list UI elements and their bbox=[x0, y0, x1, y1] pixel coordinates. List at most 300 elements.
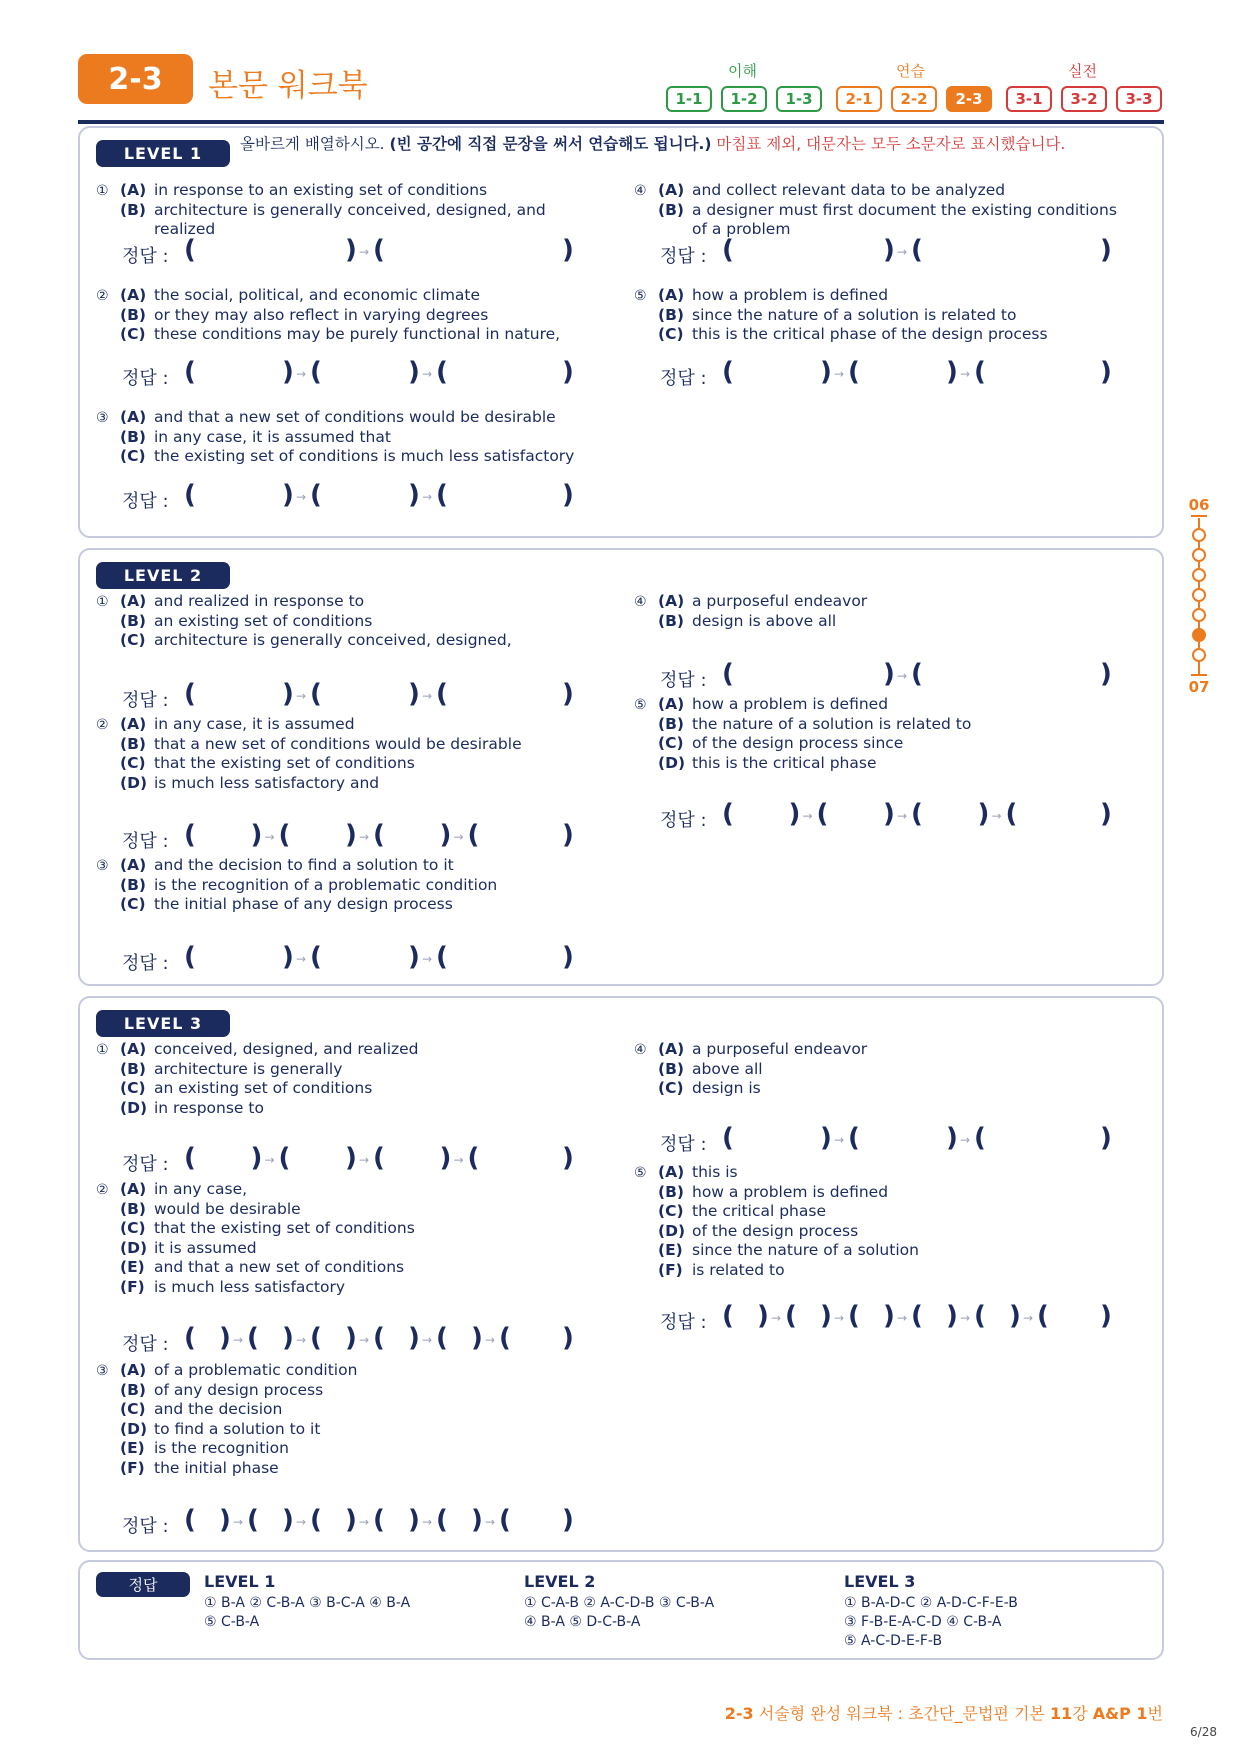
answer-arrow-icon: → bbox=[991, 809, 1002, 823]
level1-answer-5[interactable] bbox=[660, 358, 1150, 388]
tab-3-1[interactable]: 3-1 bbox=[1006, 86, 1052, 112]
option-label: (D) bbox=[120, 1419, 148, 1438]
option-line bbox=[96, 201, 596, 240]
answer-arrow-icon: → bbox=[359, 1333, 370, 1347]
option-label: (D) bbox=[120, 1238, 148, 1257]
option-label: (F) bbox=[120, 1458, 145, 1477]
option-label: (B) bbox=[120, 875, 146, 894]
option-text: is the recognition of a problematic condition bbox=[154, 875, 498, 894]
answer-open-paren: ( bbox=[911, 799, 923, 829]
answer-key-level1-heading: LEVEL 1 bbox=[204, 1572, 276, 1591]
option-label: (A) bbox=[658, 181, 685, 199]
side-nav-dot[interactable] bbox=[1192, 648, 1206, 662]
group-label-understand: 이해 bbox=[728, 62, 757, 80]
answer-key-line: ① B-A-D-C ② A-D-C-F-E-B bbox=[844, 1595, 1018, 1611]
option-label: (B) bbox=[120, 611, 146, 630]
option-line bbox=[96, 1381, 596, 1401]
option-text: since the nature of a solution is related to bbox=[692, 305, 1017, 324]
answer-arrow-icon: → bbox=[359, 830, 370, 844]
option-line bbox=[96, 1219, 596, 1239]
option-text: a purposeful endeavor bbox=[692, 592, 868, 610]
level3-question-3 bbox=[96, 1361, 596, 1478]
answer-label: 정답 : bbox=[122, 1334, 169, 1355]
option-label: (C) bbox=[658, 734, 684, 752]
level3-answer-2[interactable] bbox=[122, 1324, 612, 1354]
answer-open-paren: ( bbox=[436, 679, 448, 709]
option-line bbox=[634, 754, 1134, 774]
tab-2-1[interactable]: 2-1 bbox=[836, 86, 882, 112]
side-nav-dot[interactable] bbox=[1192, 528, 1206, 542]
answer-close-paren: ) bbox=[820, 1301, 832, 1331]
answer-label: 정답 : bbox=[122, 690, 169, 711]
answer-open-paren: ( bbox=[278, 1143, 291, 1173]
option-text: a designer must first document the existing conditions of a problem bbox=[692, 200, 1117, 238]
answer-close-paren: ) bbox=[282, 1505, 294, 1535]
option-text: or they may also reflect in varying degrees bbox=[154, 305, 489, 324]
answer-arrow-icon: → bbox=[422, 490, 433, 504]
answer-open-paren: ( bbox=[247, 1505, 259, 1535]
option-text: in any case, bbox=[154, 1180, 248, 1198]
option-label: (D) bbox=[120, 773, 148, 792]
option-label: (B) bbox=[658, 714, 684, 733]
answer-arrow-icon: → bbox=[359, 245, 370, 259]
level3-answer-4[interactable] bbox=[660, 1124, 1150, 1154]
answer-label: 정답 : bbox=[122, 953, 169, 974]
option-text: the nature of a solution is related to bbox=[692, 714, 972, 733]
answer-key-level3-heading: LEVEL 3 bbox=[844, 1572, 916, 1591]
answer-arrow-icon: → bbox=[897, 669, 908, 683]
tab-1-2[interactable]: 1-2 bbox=[721, 86, 767, 112]
question-number: ② bbox=[96, 1182, 109, 1198]
option-label: (A) bbox=[658, 592, 685, 610]
answer-arrow-icon: → bbox=[771, 1311, 782, 1325]
answer-close-paren: ) bbox=[562, 480, 574, 510]
level3-tag: LEVEL 3 bbox=[96, 1010, 230, 1037]
question-number: ④ bbox=[634, 594, 647, 610]
answer-open-paren: ( bbox=[373, 1143, 385, 1173]
answer-label: 정답 : bbox=[660, 810, 707, 831]
option-text: and realized in response to bbox=[154, 592, 365, 610]
answer-close-paren: ) bbox=[562, 235, 574, 265]
option-text: in response to an existing set of conditions bbox=[154, 181, 488, 199]
option-line bbox=[96, 774, 596, 794]
option-label: (A) bbox=[658, 1040, 685, 1058]
answer-arrow-icon: → bbox=[359, 1153, 370, 1167]
answer-open-paren: ( bbox=[184, 480, 196, 510]
level1-question-3 bbox=[96, 408, 596, 467]
answer-arrow-icon: → bbox=[960, 367, 971, 381]
option-label: (C) bbox=[120, 447, 146, 465]
option-line bbox=[96, 1040, 596, 1060]
answer-arrow-icon: → bbox=[834, 1311, 845, 1325]
answer-arrow-icon: → bbox=[485, 1333, 496, 1347]
option-text: to find a solution to it bbox=[154, 1419, 321, 1438]
side-nav-bar bbox=[1191, 674, 1207, 676]
answer-open-paren: ( bbox=[1005, 799, 1018, 829]
option-text: of the design process since bbox=[692, 734, 904, 752]
level1-answer-3[interactable] bbox=[122, 481, 612, 511]
option-line bbox=[96, 592, 596, 612]
level3-question-1 bbox=[96, 1040, 596, 1118]
level1-tag: LEVEL 1 bbox=[96, 140, 230, 167]
level2-answer-5[interactable] bbox=[660, 800, 1150, 830]
option-label: (D) bbox=[658, 1221, 686, 1240]
page-title: 본문 워크북 bbox=[208, 68, 368, 104]
option-text: the initial phase bbox=[154, 1458, 279, 1477]
answer-key-line: ① B-A ② C-B-A ③ B-C-A ④ B-A bbox=[204, 1595, 411, 1611]
answer-open-paren: ( bbox=[184, 235, 196, 265]
answer-close-paren: ) bbox=[562, 942, 574, 972]
option-label: (A) bbox=[120, 286, 147, 304]
answer-open-paren: ( bbox=[373, 1323, 385, 1353]
option-label: (B) bbox=[120, 734, 146, 753]
question-number: ① bbox=[96, 1042, 109, 1058]
option-text: design is bbox=[692, 1079, 761, 1097]
option-line bbox=[96, 1180, 596, 1200]
answer-close-paren: ) bbox=[757, 1301, 769, 1331]
question-number: ④ bbox=[634, 1042, 647, 1058]
option-text: is the recognition bbox=[154, 1439, 289, 1457]
level1-answer-4[interactable] bbox=[660, 236, 1150, 266]
answer-arrow-icon: → bbox=[422, 1515, 433, 1529]
answer-label: 정답 : bbox=[122, 1154, 169, 1175]
level1-answer-1[interactable] bbox=[122, 236, 612, 266]
option-label: (D) bbox=[120, 1098, 148, 1117]
level3-answer-3[interactable] bbox=[122, 1506, 612, 1536]
option-line bbox=[96, 325, 596, 345]
option-text: of a problematic condition bbox=[154, 1361, 358, 1379]
level3-question-2 bbox=[96, 1180, 596, 1297]
answer-open-paren: ( bbox=[467, 1143, 480, 1173]
answer-open-paren: ( bbox=[499, 1323, 511, 1353]
answer-open-paren: ( bbox=[911, 659, 923, 689]
question-number: ③ bbox=[96, 858, 109, 874]
level2-tag: LEVEL 2 bbox=[96, 562, 230, 589]
option-label: (C) bbox=[658, 325, 684, 343]
answer-open-paren: ( bbox=[785, 1301, 797, 1331]
option-text: is much less satisfactory bbox=[154, 1277, 346, 1296]
option-line bbox=[634, 612, 1134, 632]
side-nav-dot[interactable] bbox=[1192, 548, 1206, 562]
answer-close-paren: ) bbox=[282, 679, 294, 709]
question-number: ② bbox=[96, 288, 109, 304]
answer-open-paren: ( bbox=[436, 1505, 448, 1535]
option-text: how a problem is defined bbox=[692, 286, 889, 304]
answer-close-paren: ) bbox=[250, 820, 263, 850]
option-text: architecture is generally conceived, designed, bbox=[154, 631, 512, 649]
option-text: of the design process bbox=[692, 1221, 859, 1240]
option-line bbox=[634, 592, 1134, 612]
option-text: and that a new set of conditions bbox=[154, 1258, 405, 1276]
answer-close-paren: ) bbox=[946, 1301, 958, 1331]
answer-open-paren: ( bbox=[467, 820, 480, 850]
answer-open-paren: ( bbox=[816, 799, 829, 829]
option-text: in any case, it is assumed that bbox=[154, 427, 391, 446]
group-label-practice: 연습 bbox=[896, 62, 925, 80]
level2-answer-3[interactable] bbox=[122, 943, 612, 973]
answer-open-paren: ( bbox=[184, 679, 196, 709]
level2-panel bbox=[78, 548, 1164, 986]
option-label: (C) bbox=[120, 325, 146, 343]
question-number: ④ bbox=[634, 183, 647, 199]
option-line bbox=[634, 1222, 1134, 1242]
answer-close-paren: ) bbox=[820, 357, 832, 387]
answer-close-paren: ) bbox=[1100, 1301, 1112, 1331]
option-label: (A) bbox=[120, 181, 147, 199]
option-label: (B) bbox=[658, 305, 684, 324]
answer-close-paren: ) bbox=[1100, 799, 1112, 829]
level1-instructions: 올바르게 배열하시오. (빈 공간에 직접 문장을 써서 연습해도 됩니다.) 마침표 제외, 대문자는 모두 소문자로 표시했습니다. bbox=[240, 135, 1066, 153]
answer-close-paren: ) bbox=[946, 357, 958, 387]
level3-panel bbox=[78, 996, 1164, 1552]
answer-key-level2 bbox=[524, 1572, 714, 1632]
option-line bbox=[96, 856, 596, 876]
answer-open-paren: ( bbox=[974, 357, 986, 387]
option-label: (A) bbox=[120, 592, 147, 610]
option-line bbox=[96, 181, 596, 201]
tab-2-3[interactable]: 2-3 bbox=[946, 86, 992, 112]
answer-arrow-icon: → bbox=[296, 689, 307, 703]
answer-arrow-icon: → bbox=[897, 245, 908, 259]
option-text: is much less satisfactory and bbox=[154, 773, 380, 792]
option-line bbox=[96, 1060, 596, 1080]
answer-close-paren: ) bbox=[219, 1505, 231, 1535]
answer-close-paren: ) bbox=[439, 1143, 452, 1173]
option-label: (C) bbox=[658, 1079, 684, 1097]
answer-open-paren: ( bbox=[722, 357, 734, 387]
answer-arrow-icon: → bbox=[485, 1515, 496, 1529]
answer-key-line: ⑤ A-C-D-E-F-B bbox=[844, 1633, 943, 1649]
answer-key-line: ④ B-A ⑤ D-C-B-A bbox=[524, 1614, 641, 1630]
answer-key-level3 bbox=[844, 1572, 1018, 1651]
option-text: this is bbox=[692, 1163, 738, 1181]
option-label: (A) bbox=[658, 286, 685, 304]
option-label: (B) bbox=[120, 427, 146, 446]
answer-close-paren: ) bbox=[977, 799, 990, 829]
answer-close-paren: ) bbox=[1100, 357, 1112, 387]
answer-close-paren: ) bbox=[1009, 1301, 1021, 1331]
answer-arrow-icon: → bbox=[233, 1515, 244, 1529]
answer-close-paren: ) bbox=[345, 1505, 357, 1535]
option-label: (E) bbox=[120, 1439, 145, 1457]
option-text: that a new set of conditions would be desirable bbox=[154, 734, 522, 753]
answer-open-paren: ( bbox=[436, 357, 448, 387]
side-nav-dot-current[interactable] bbox=[1192, 628, 1206, 642]
option-label: (C) bbox=[120, 1400, 146, 1418]
answer-close-paren: ) bbox=[883, 799, 895, 829]
answer-key-panel bbox=[78, 1560, 1164, 1660]
answer-close-paren: ) bbox=[471, 1323, 483, 1353]
answer-open-paren: ( bbox=[310, 1323, 322, 1353]
option-label: (F) bbox=[120, 1277, 145, 1296]
option-text: architecture is generally conceived, designed, and realized bbox=[154, 200, 546, 238]
answer-arrow-icon: → bbox=[834, 367, 845, 381]
answer-close-paren: ) bbox=[562, 820, 574, 850]
option-text: and the decision to find a solution to it bbox=[154, 856, 454, 874]
side-nav-top-number: 06 bbox=[1188, 496, 1210, 514]
answer-label: 정답 : bbox=[122, 491, 169, 512]
side-nav-dot[interactable] bbox=[1192, 608, 1206, 622]
answer-key-line: ⑤ C-B-A bbox=[204, 1614, 260, 1630]
option-label: (A) bbox=[658, 1163, 685, 1181]
option-text: a purposeful endeavor bbox=[692, 1040, 868, 1058]
option-line bbox=[634, 1060, 1134, 1080]
answer-close-paren: ) bbox=[345, 820, 357, 850]
question-number: ① bbox=[96, 594, 109, 610]
level3-question-4 bbox=[634, 1040, 1134, 1099]
option-text: since the nature of a solution bbox=[692, 1241, 919, 1259]
option-line bbox=[634, 695, 1134, 715]
level3-answer-5[interactable] bbox=[660, 1302, 1150, 1332]
option-text: these conditions may be purely functional in nature, bbox=[154, 325, 561, 343]
answer-label: 정답 : bbox=[122, 368, 169, 389]
option-line bbox=[96, 876, 596, 896]
answer-close-paren: ) bbox=[282, 1323, 294, 1353]
option-line bbox=[634, 715, 1134, 735]
lesson-badge: 2-3 bbox=[78, 54, 193, 104]
answer-open-paren: ( bbox=[184, 357, 196, 387]
answer-close-paren: ) bbox=[408, 480, 420, 510]
option-text: architecture is generally bbox=[154, 1059, 343, 1078]
answer-open-paren: ( bbox=[722, 1301, 734, 1331]
level1-question-5 bbox=[634, 286, 1134, 345]
answer-open-paren: ( bbox=[436, 1323, 448, 1353]
option-label: (B) bbox=[120, 305, 146, 324]
option-label: (D) bbox=[658, 753, 686, 772]
answer-open-paren: ( bbox=[184, 820, 196, 850]
option-line bbox=[634, 286, 1134, 306]
tab-3-3[interactable]: 3-3 bbox=[1116, 86, 1162, 112]
option-label: (C) bbox=[120, 631, 146, 649]
option-line bbox=[96, 1459, 596, 1479]
answer-close-paren: ) bbox=[219, 1323, 231, 1353]
side-nav-dot[interactable] bbox=[1192, 588, 1206, 602]
tab-1-3[interactable]: 1-3 bbox=[776, 86, 822, 112]
option-label: (B) bbox=[120, 1059, 146, 1078]
option-text: the critical phase bbox=[692, 1202, 826, 1220]
level1-answer-2[interactable] bbox=[122, 358, 612, 388]
question-number: ⑤ bbox=[634, 288, 647, 304]
answer-open-paren: ( bbox=[911, 1301, 923, 1331]
option-label: (A) bbox=[658, 695, 685, 713]
option-label: (B) bbox=[658, 1182, 684, 1201]
option-label: (F) bbox=[658, 1260, 683, 1279]
level3-question-5 bbox=[634, 1163, 1134, 1280]
level2-question-2 bbox=[96, 715, 596, 793]
option-line bbox=[634, 181, 1134, 201]
level2-answer-1[interactable] bbox=[122, 680, 612, 710]
level1-panel bbox=[78, 126, 1164, 538]
option-line bbox=[634, 1040, 1134, 1060]
answer-close-paren: ) bbox=[562, 679, 574, 709]
level1-question-4 bbox=[634, 181, 1134, 240]
option-text: and that a new set of conditions would be desirable bbox=[154, 408, 556, 426]
option-line bbox=[634, 201, 1134, 240]
option-text: would be desirable bbox=[154, 1199, 301, 1218]
level1-question-2 bbox=[96, 286, 596, 345]
option-label: (C) bbox=[120, 1079, 146, 1097]
option-line bbox=[96, 1239, 596, 1259]
question-number: ① bbox=[96, 183, 109, 199]
answer-open-paren: ( bbox=[310, 480, 322, 510]
option-line bbox=[96, 895, 596, 915]
answer-close-paren: ) bbox=[883, 659, 895, 689]
answer-open-paren: ( bbox=[184, 942, 196, 972]
answer-close-paren: ) bbox=[408, 679, 420, 709]
answer-open-paren: ( bbox=[310, 357, 322, 387]
answer-close-paren: ) bbox=[345, 1143, 357, 1173]
option-label: (A) bbox=[120, 1180, 147, 1198]
option-text: and the decision bbox=[154, 1400, 283, 1418]
question-number: ⑤ bbox=[634, 1165, 647, 1181]
side-nav-dot[interactable] bbox=[1192, 568, 1206, 582]
answer-label: 정답 : bbox=[122, 831, 169, 852]
answer-close-paren: ) bbox=[562, 357, 574, 387]
answer-arrow-icon: → bbox=[834, 1133, 845, 1147]
option-line bbox=[96, 631, 596, 651]
option-line bbox=[634, 306, 1134, 326]
answer-arrow-icon: → bbox=[264, 830, 275, 844]
level2-answer-4[interactable] bbox=[660, 660, 1150, 690]
question-number: ③ bbox=[96, 1363, 109, 1379]
answer-label: 정답 : bbox=[122, 1516, 169, 1537]
tab-1-1[interactable]: 1-1 bbox=[666, 86, 712, 112]
option-label: (B) bbox=[658, 611, 684, 630]
option-line bbox=[96, 286, 596, 306]
answer-arrow-icon: → bbox=[1023, 1311, 1034, 1325]
option-line bbox=[96, 1200, 596, 1220]
answer-close-paren: ) bbox=[439, 820, 452, 850]
option-line bbox=[96, 715, 596, 735]
answer-close-paren: ) bbox=[408, 942, 420, 972]
option-line bbox=[96, 754, 596, 774]
answer-open-paren: ( bbox=[436, 942, 448, 972]
option-line bbox=[634, 1241, 1134, 1261]
option-line bbox=[96, 1258, 596, 1278]
option-line bbox=[634, 734, 1134, 754]
answer-key-tag: 정답 bbox=[96, 1572, 190, 1597]
option-text: of any design process bbox=[154, 1380, 324, 1399]
option-text: and collect relevant data to be analyzed bbox=[692, 181, 1006, 199]
answer-arrow-icon: → bbox=[897, 809, 908, 823]
level2-answer-2[interactable] bbox=[122, 821, 612, 851]
option-text: in response to bbox=[154, 1098, 264, 1117]
option-text: an existing set of conditions bbox=[154, 611, 373, 630]
answer-close-paren: ) bbox=[408, 1323, 420, 1353]
answer-arrow-icon: → bbox=[802, 809, 813, 823]
group-label-real: 실전 bbox=[1068, 62, 1097, 80]
answer-close-paren: ) bbox=[345, 1323, 357, 1353]
level3-answer-1[interactable] bbox=[122, 1144, 612, 1174]
tab-3-2[interactable]: 3-2 bbox=[1061, 86, 1107, 112]
option-label: (B) bbox=[658, 1059, 684, 1078]
header-divider bbox=[78, 120, 1164, 124]
answer-arrow-icon: → bbox=[296, 367, 307, 381]
answer-open-paren: ( bbox=[1037, 1301, 1049, 1331]
answer-close-paren: ) bbox=[788, 799, 801, 829]
option-line bbox=[96, 1439, 596, 1459]
answer-arrow-icon: → bbox=[264, 1153, 275, 1167]
answer-arrow-icon: → bbox=[960, 1133, 971, 1147]
option-text: it is assumed bbox=[154, 1238, 257, 1257]
answer-open-paren: ( bbox=[974, 1123, 986, 1153]
question-number: ② bbox=[96, 717, 109, 733]
answer-open-paren: ( bbox=[373, 235, 385, 265]
option-line bbox=[96, 735, 596, 755]
answer-open-paren: ( bbox=[310, 942, 322, 972]
tab-2-2[interactable]: 2-2 bbox=[891, 86, 937, 112]
question-number: ③ bbox=[96, 410, 109, 426]
